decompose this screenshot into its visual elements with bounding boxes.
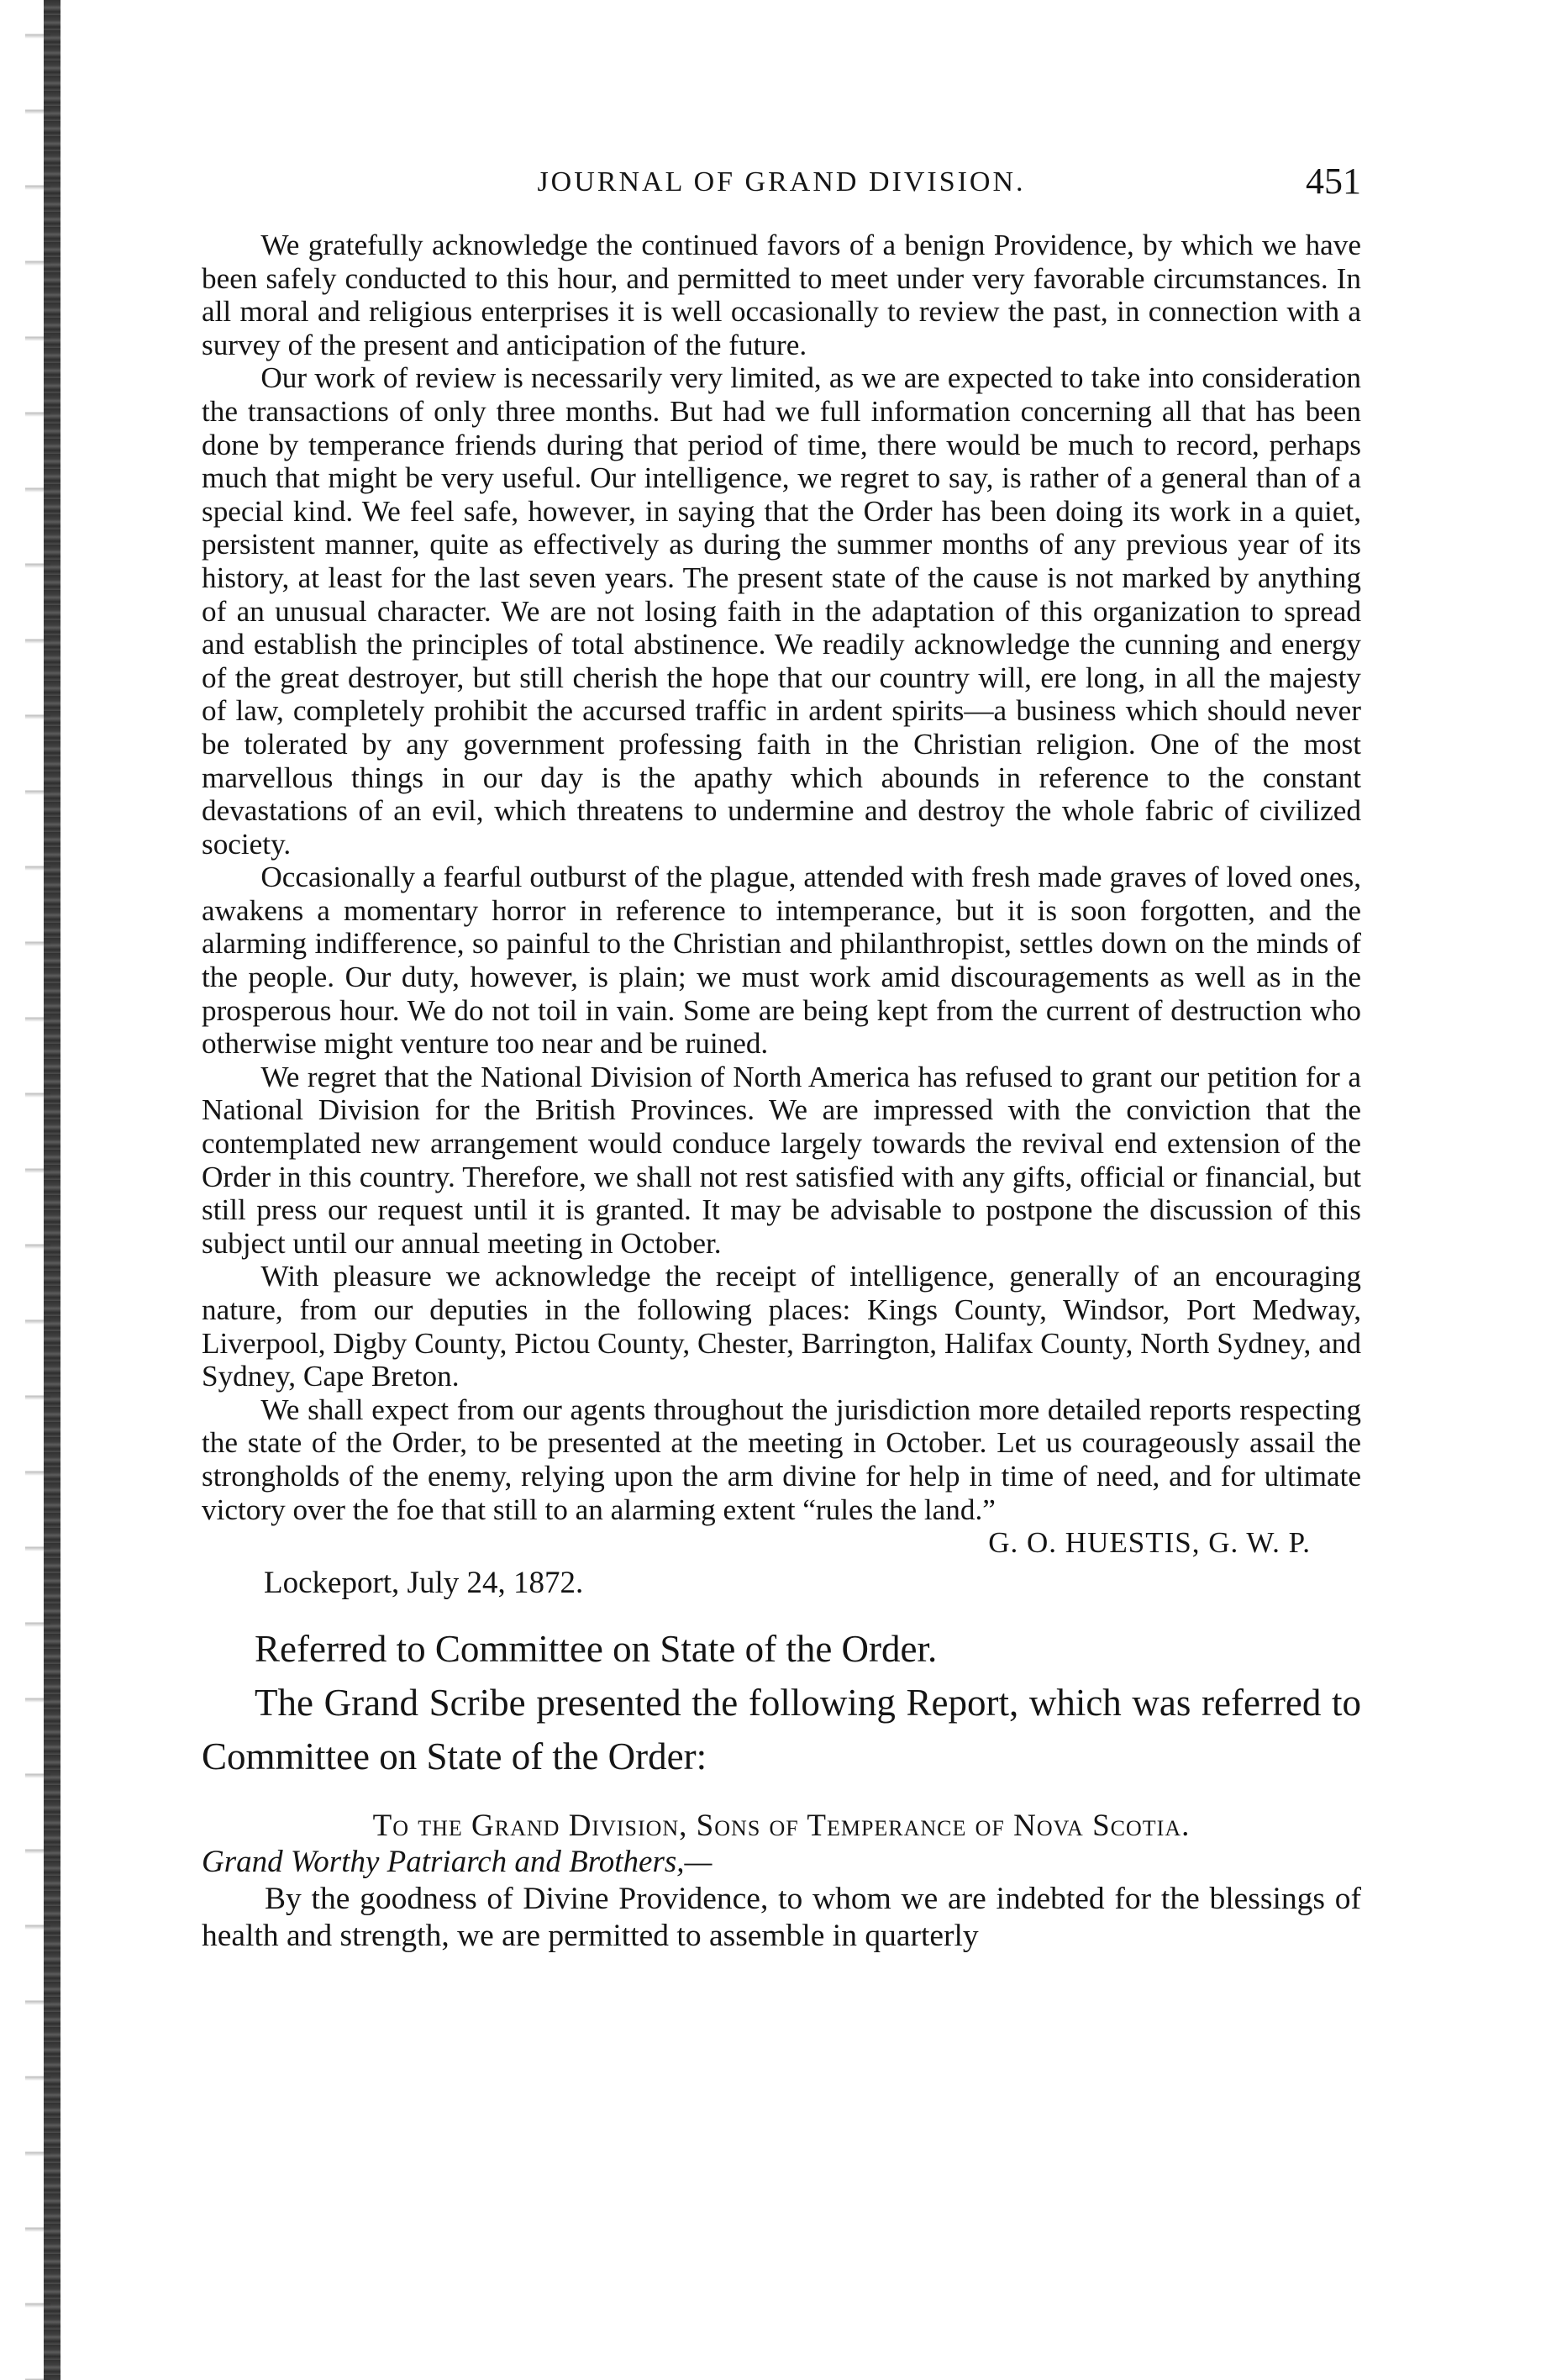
report-paragraph: We regret that the National Division of North America has refused to grant our petition for a National Division for the British Provinces. We are impressed with the conviction that the contemplated new arrangement would conduce largely towards the revival end extension of the Order in this country. Therefore, we shall not rest satisfied with any gifts, official or financial, but still press our request until it is granted. It may be advisable to postpone the discussion of this subject until our annual meeting in October. xyxy=(202,1060,1361,1260)
opening-paragraph: By the goodness of Divine Providence, to whom we are indebted for the blessings of health and strength, we are permitted to assemble in quarterly xyxy=(202,1882,1361,1954)
referred-line: Referred to Committee on State of the Order. xyxy=(255,1628,938,1671)
report-paragraph: With pleasure we acknowledge the receipt of intelligence, generally of an encouraging nature, from our deputies in the following places: Kings County, Windsor, Port Medway, Liverpool, Digby County, Pictou County, Chester, Barrington, Halifax County, North Sydney, and Sydney, Cape Breton. xyxy=(202,1260,1361,1393)
page-number: 451 xyxy=(1306,161,1361,202)
running-head: JOURNAL OF GRAND DIVISION. xyxy=(537,166,1026,197)
book-page xyxy=(202,160,1361,1955)
page-header xyxy=(202,160,1361,210)
report-paragraph: We shall expect from our agents throughout the jurisdiction more detailed reports respecting the state of the Order, to be presented at the meeting in October. Let us courageously assail the strongholds of the enemy, relying upon the arm divine for help in time of need, and for ultimate victory over the foe that still to an alarming extent “rules the land.” xyxy=(202,1393,1361,1526)
place-date: Lockeport, July 24, 1872. xyxy=(264,1566,584,1601)
report-paragraph: Occasionally a fearful outburst of the plague, attended with fresh made graves of loved ones, awakens a momentary horror in reference to intemperance, but it is soon forgotten, and the alarming indifference, so painful to the Christian and philanthropist, settles down on the minds of the people. Our duty, however, is plain; we must work amid discouragements as well as in the prosperous hour. We do not toil in vain. Some are being kept from the current of destruction who otherwise might venture too near and be ruined. xyxy=(202,861,1361,1061)
scribe-report-salutation: Grand Worthy Patriarch and Brothers,— xyxy=(202,1845,713,1880)
report-paragraph: We gratefully acknowledge the continued favors of a benign Providence, by which we have been safely conducted to this hour, and permitted to meet under very favorable circumstances. In all moral and religious enterprises it is well occasionally to review the past, in connection with a survey of the present and anticipation of the future. xyxy=(202,229,1361,361)
scribe-report-opening xyxy=(202,1881,1361,1955)
scribe-report-address: To the Grand Division, Sons of Temperance of Nova Scotia. xyxy=(372,1809,1191,1844)
report-paragraph: Our work of review is necessarily very limited, as we are expected to take into consideration the transactions of only three months. But had we full information concerning all that has been done by temperance friends during that period of time, there would be much to record, perhaps much that might be very useful. Our intelligence, we regret to say, is rather of a general than of a special kind. We feel safe, however, in saying that the Order has been doing its work in a quiet, persistent manner, quite as effectively as during the summer months of any previous year of its history, at least for the last seven years. The present state of the cause is not marked by anything of an unusual character. We are not losing faith in the adaptation of this organization to spread and establish the principles of total abstinence. We readily acknowledge the cunning and energy of the great destroyer, but still cherish the hope that our country will, ere long, in all the majesty of law, completely prohibit the accursed traffic in ardent spirits—a business which should never be tolerated by any government professing faith in the Christian religion. One of the most marvellous things in our day is the apathy which abounds in reference to the constant devastations of an evil, which threatens to undermine and destroy the whole fabric of civilized society. xyxy=(202,361,1361,861)
scribe-report-line: The Grand Scribe presented the following Report, which was referred to Committee on State of the Order: xyxy=(202,1682,1361,1778)
binding-edge xyxy=(44,0,60,2380)
grand-worthy-patriarch-report xyxy=(202,229,1361,1603)
minutes-referred xyxy=(202,1622,1361,1676)
minutes-scribe xyxy=(202,1676,1361,1783)
signature: G. O. HUESTIS, G. W. P. xyxy=(988,1526,1311,1560)
